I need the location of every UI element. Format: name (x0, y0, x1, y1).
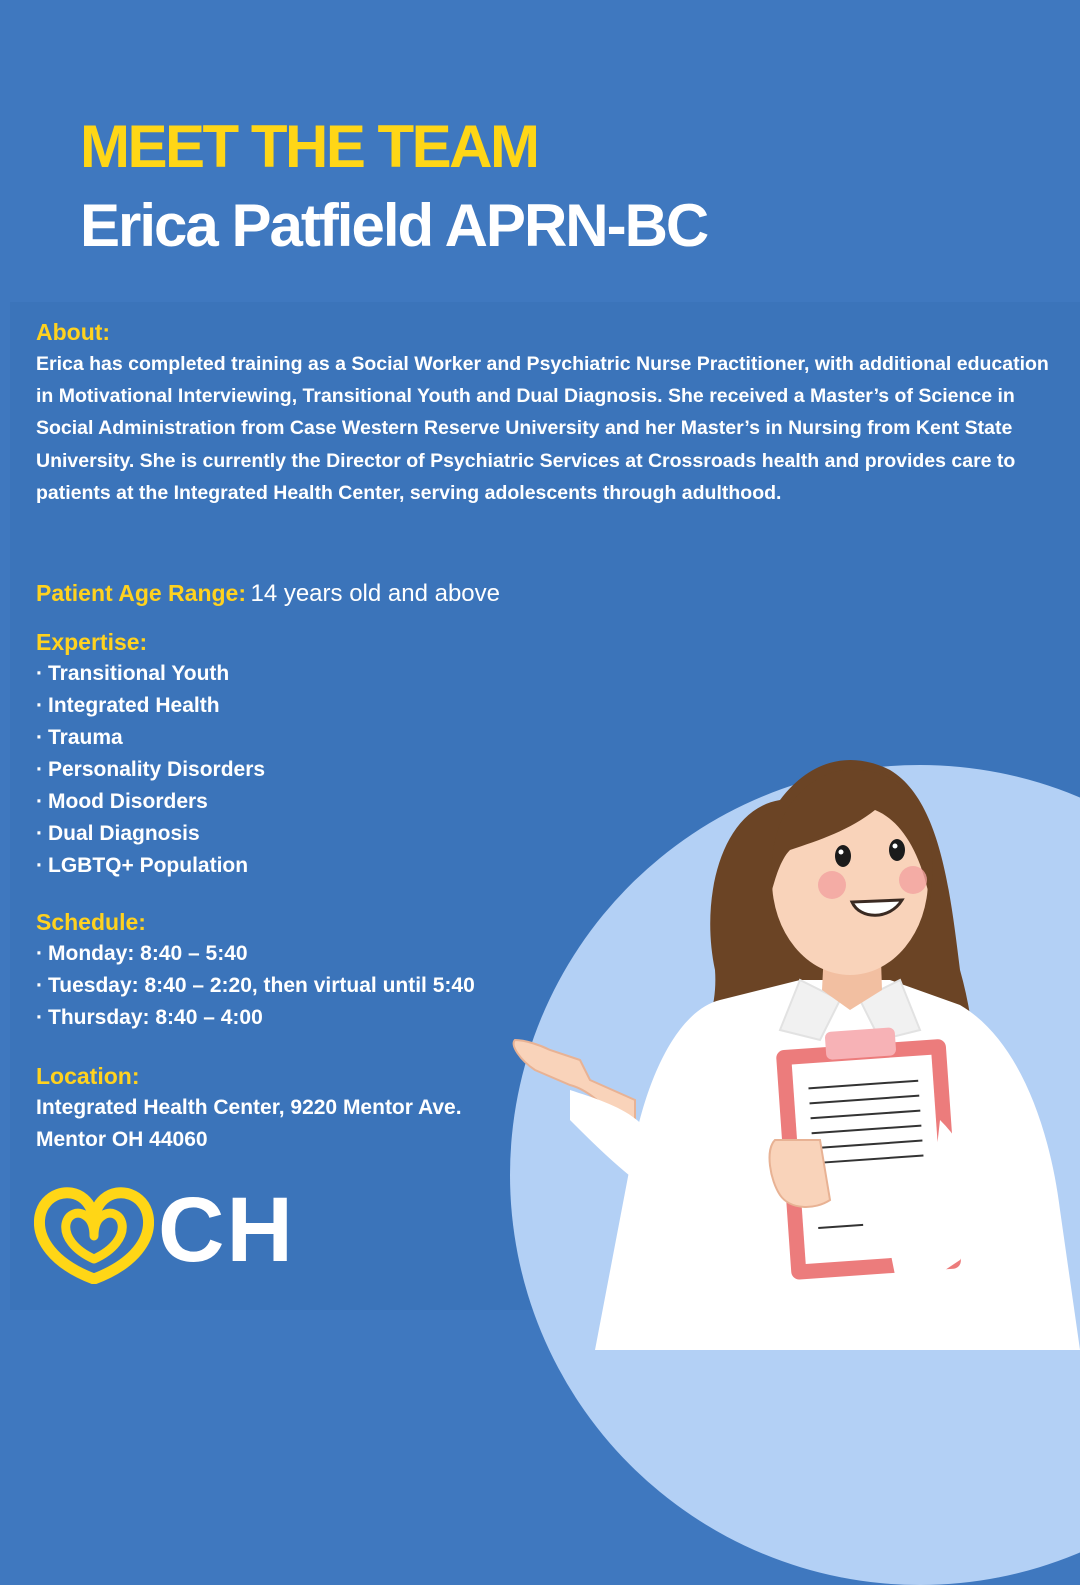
list-item: · Tuesday: 8:40 – 2:20, then virtual until 5:40 (36, 974, 475, 997)
right-eye (889, 839, 905, 861)
list-item: · Integrated Health (36, 694, 220, 717)
location-section (36, 1060, 462, 1156)
age-range-section (36, 576, 500, 614)
location-city: Mentor OH 44060 (36, 1128, 208, 1151)
expertise-item-text: Transitional Youth (48, 662, 230, 685)
list-item: · Trauma (36, 726, 123, 749)
schedule-section (36, 906, 475, 1034)
list-item: · Mood Disorders (36, 790, 208, 813)
age-range-value: 14 years old and above (250, 580, 500, 607)
expertise-label: Expertise: (36, 629, 148, 655)
location-address: Integrated Health Center, 9220 Mentor Ave. (36, 1096, 462, 1119)
about-label: About: (36, 319, 111, 345)
age-range-label: Patient Age Range: (36, 580, 247, 606)
left-eye (835, 845, 851, 867)
expertise-item-text: Dual Diagnosis (48, 822, 200, 845)
expertise-item-text: Mood Disorders (48, 790, 208, 813)
list-item: · Personality Disorders (36, 758, 266, 781)
list-item: · Dual Diagnosis (36, 822, 200, 845)
about-section (36, 316, 1066, 509)
schedule-item-text: Monday: 8:40 – 5:40 (48, 942, 248, 965)
provider-name: Erica Patfield APRN-BC (80, 192, 708, 259)
list-item: · Monday: 8:40 – 5:40 (36, 942, 248, 965)
doctor-illustration (420, 740, 1080, 1350)
list-item: · LGBTQ+ Population (36, 854, 249, 877)
schedule-list (36, 938, 475, 1034)
right-cheek (899, 866, 927, 894)
schedule-item-text: Tuesday: 8:40 – 2:20, then virtual until 5:40 (48, 974, 475, 997)
list-item: · Transitional Youth (36, 662, 230, 685)
expertise-item-text: LGBTQ+ Population (48, 854, 249, 877)
schedule-item-text: Thursday: 8:40 – 4:00 (48, 1006, 263, 1029)
logo-text: CH (158, 1179, 295, 1281)
heart-swirl-icon (34, 1184, 154, 1284)
meet-the-team-heading: MEET THE TEAM (80, 113, 538, 180)
location-label: Location: (36, 1063, 140, 1089)
about-text: Erica has completed training as a Social Worker and Psychiatric Nurse Practitioner, with additional education in Motivational Interviewing, Transitional Youth and Dual Diagnosis. She received a Master’s of Science in Social Administration from Case Western Reserve University and her Master’s in Nursing from Kent State University. She is currently the Director of Psychiatric Services at Crossroads health and provides care to patients at the Integrated Health Center, serving adolescents through adulthood. (36, 353, 1049, 504)
schedule-label: Schedule: (36, 909, 146, 935)
expertise-item-text: Trauma (48, 726, 123, 749)
expertise-section (36, 626, 265, 882)
list-item: · Thursday: 8:40 – 4:00 (36, 1006, 263, 1029)
expertise-list (36, 658, 265, 882)
left-cheek (818, 871, 846, 899)
expertise-item-text: Personality Disorders (48, 758, 266, 781)
expertise-item-text: Integrated Health (48, 694, 220, 717)
